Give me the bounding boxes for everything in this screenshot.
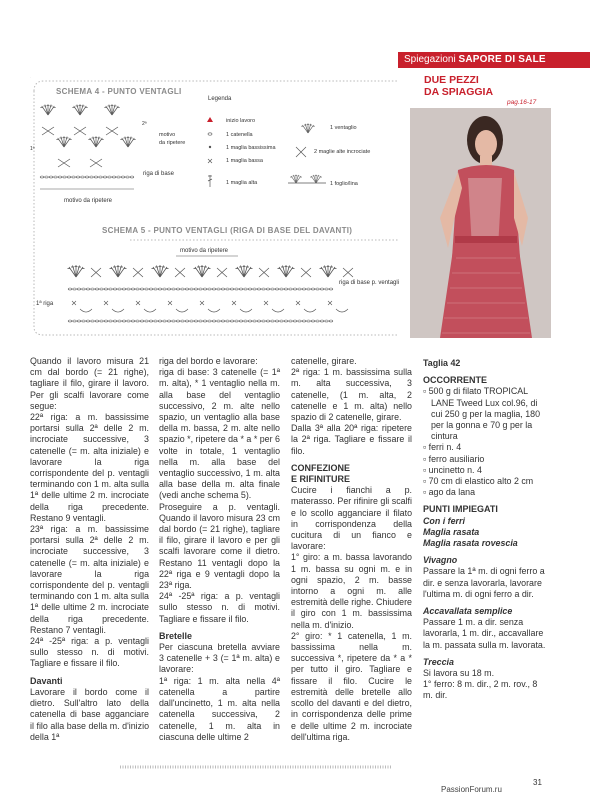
chain-arc: [112, 309, 124, 312]
confezione-giro1: 1° giro: a m. bassa lavorando 1 m. bassa su ogni m. e in ogni spazio, 2 m. basse intorno a ogni m. alle estremità delle righe. Chiudere il giro con 1 m. bassissima nella m. d'inizio.: [291, 552, 412, 630]
chain-stitch: [271, 320, 275, 322]
confezione-text: Cucire i fianchi a p. materasso. Per rifinire gli scalfi e lo scollo agganciare il filato in corrispondenza della cucitura di un fianco e lavorare:: [291, 485, 412, 552]
chain-arc: [208, 309, 220, 312]
col2-para-4: 24ª -25ª riga: a p. ventagli sullo stesso n. di motivi. Tagliare e fissare il filo.: [159, 591, 280, 624]
chain-stitch: [99, 176, 103, 178]
chain-stitch: [221, 320, 225, 322]
chain-arc: [304, 309, 316, 312]
text-column-3: [291, 356, 412, 743]
chain-stitch: [203, 288, 207, 290]
text-column-1: [30, 356, 149, 743]
chain-stitch: [149, 288, 153, 290]
chain-stitch: [91, 320, 95, 322]
single-crochet-icon: [72, 301, 76, 305]
chain-stitch: [100, 288, 104, 290]
feature-title-line1: DUE PEZZI: [424, 74, 479, 86]
chain-stitch: [239, 320, 243, 322]
bretelle-heading: Bretelle: [159, 630, 193, 641]
treble-icon: [208, 175, 212, 187]
chain-stitch: [72, 176, 76, 178]
chain-stitch: [94, 176, 98, 178]
col2-para-2: riga di base: 3 catenelle (= 1ª m. alta), * 1 ventaglio nella m. alla base del ventaglio successivo, 2 m. alte nello spazio, un ventaglio alla base della m. bassa, 2 m. alte nello spazio *, ripetere da * a * per 6 volte in totale, 1 ventaglio nella m. alla base del ventaglio successivo, 1 m. alta alla base della m. alta finale (vedi anche schema 5).: [159, 367, 280, 501]
chain-stitch: [163, 288, 167, 290]
chain-stitch: [302, 320, 306, 322]
chain-stitch: [81, 176, 85, 178]
chain-stitch: [40, 176, 44, 178]
chain-stitch: [217, 320, 221, 322]
chain-stitch: [181, 288, 185, 290]
chain-stitch: [100, 320, 104, 322]
schema4-bottom-motif: motivo da ripetere: [64, 198, 113, 204]
materials-list: [423, 386, 548, 498]
crossed-trebles: [74, 127, 86, 135]
chain-arc: [144, 309, 156, 312]
legend-item-label: 1 ventaglio: [330, 125, 357, 131]
chain-stitch: [257, 320, 261, 322]
col3-para-1: catenelle, girare.: [291, 356, 357, 366]
chain-stitch: [145, 288, 149, 290]
chain-stitch: [208, 288, 212, 290]
fan-symbol: [278, 265, 295, 277]
chain-stitch: [130, 176, 134, 178]
schema4-row2-label: 2ª: [142, 121, 147, 127]
chain-arc: [80, 309, 92, 312]
chain-stitch: [208, 320, 212, 322]
treccia-text: Si lavora su 18 m.: [423, 668, 495, 679]
chain-stitch: [95, 288, 99, 290]
chain-stitch: [266, 288, 270, 290]
chain-stitch: [67, 176, 71, 178]
chain-stitch: [77, 288, 81, 290]
chain-arc: [336, 309, 348, 312]
chain-stitch: [212, 288, 216, 290]
accavallata-heading: Accavallata semplice: [423, 606, 513, 617]
chain-icon: [208, 133, 212, 135]
chain-stitch: [104, 288, 108, 290]
schema4-base-row: riga di base: [143, 171, 175, 177]
chain-stitch: [280, 320, 284, 322]
ferri-item-2: Maglia rasata rovescia: [423, 538, 518, 549]
chain-stitch: [194, 288, 198, 290]
crossed-icon: [296, 147, 306, 157]
chain-stitch: [329, 320, 333, 322]
chain-stitch: [113, 288, 117, 290]
chain-stitch: [176, 320, 180, 322]
material-item: ▫ ferro ausiliario: [423, 453, 485, 464]
chain-stitch: [86, 288, 90, 290]
chain-stitch: [298, 288, 302, 290]
bretelle-riga1: 1ª riga: 1 m. alta nella 4ª catenella a partire dall'uncinetto, 1 m. alta nella catenella successiva, 2 catenelle, 1 m. alta in ciascuna delle ultime 2: [159, 675, 280, 742]
chain-stitch: [185, 288, 189, 290]
chain-stitch: [320, 288, 324, 290]
chain-stitch: [226, 288, 230, 290]
chain-stitch: [316, 288, 320, 290]
chain-stitch: [154, 320, 158, 322]
crossed-trebles: [90, 159, 102, 167]
chain-stitch: [284, 288, 288, 290]
single-crochet-icon: [168, 301, 172, 305]
material-item: ▫ 70 cm di elastico alto 2 cm: [423, 476, 534, 487]
legend-item-label: inizio lavoro: [226, 118, 256, 124]
confezione-giro2: 2° giro: * 1 catenella, 1 m. bassissima nella m. successiva *, ripetere da * a * per tutto il giro. Tagliare e fissare il filo. Cucire le estremità delle bretelle allo scollo del davanti e del dietro, in corrispondenza delle prime e delle ultime 2 m. incrociate dell'ultima riga.: [291, 630, 412, 742]
chain-stitch: [199, 288, 203, 290]
single-crochet-icon: [208, 159, 212, 163]
chain-stitch: [167, 320, 171, 322]
single-crochet-icon: [232, 301, 236, 305]
legend-item-label: 1 foglio/lina: [330, 181, 358, 187]
chain-stitch: [298, 320, 302, 322]
model-photo: [410, 108, 551, 338]
chain-stitch: [140, 320, 144, 322]
chain-stitch: [85, 176, 89, 178]
chain-stitch: [239, 288, 243, 290]
section-brand: SAPORE DI SALE: [458, 54, 546, 65]
chain-stitch: [68, 288, 72, 290]
occorrente-heading: OCCORRENTE: [423, 375, 488, 386]
legend-item-label: 2 maglie alte incrociate: [314, 149, 371, 155]
text-column-4: [423, 358, 548, 702]
chain-stitch: [127, 288, 131, 290]
schema4-motif-label1: motivo: [159, 132, 176, 138]
legend: [207, 117, 370, 187]
chain-stitch: [230, 288, 234, 290]
chain-stitch: [190, 288, 194, 290]
chain-stitch: [217, 288, 221, 290]
fan-symbol: [120, 136, 135, 147]
material-item: ▫ ferri n. 4: [423, 442, 462, 453]
chain-stitch: [320, 320, 324, 322]
watermark: PassionForum.ru: [441, 785, 502, 794]
chain-stitch: [117, 176, 121, 178]
chain-stitch: [131, 288, 135, 290]
chain-stitch: [126, 176, 130, 178]
section-label: Spiegazioni: [404, 54, 456, 65]
chain-stitch: [221, 288, 225, 290]
single-crochet-icon: [104, 301, 108, 305]
chain-stitch: [122, 288, 126, 290]
single-crochet-icon: [328, 301, 332, 305]
schema4-fans: [40, 104, 135, 178]
chain-stitch: [136, 288, 140, 290]
chain-stitch: [136, 320, 140, 322]
material-item: ▫ 500 g di filato TROPICAL LANE Tweed Lux col.96, di cui 250 g per la maglia, 180 per la gonna e 70 g per la cintura: [423, 386, 541, 442]
chain-stitch: [194, 320, 198, 322]
chain-stitch: [280, 288, 284, 290]
chain-stitch: [226, 320, 230, 322]
chain-stitch: [181, 320, 185, 322]
chain-stitch: [172, 288, 176, 290]
fan-symbol: [104, 104, 119, 115]
material-item: ▫ uncinetto n. 4: [423, 464, 482, 475]
chain-stitch: [235, 288, 239, 290]
chain-stitch: [91, 288, 95, 290]
crossed-trebles: [91, 268, 101, 277]
crossed-trebles: [106, 127, 118, 135]
chain-stitch: [289, 320, 293, 322]
chain-stitch: [118, 320, 122, 322]
vivagno-text: Passare la 1ª m. di ogni ferro a dir. e senza lavorarla, lavorare l'ultima m. di ogni ferro a dir.: [423, 566, 545, 599]
single-crochet-icon: [264, 301, 268, 305]
chain-stitch: [73, 288, 77, 290]
chain-stitch: [185, 320, 189, 322]
legend-item-label: 1 catenella: [226, 132, 253, 138]
fan-symbol: [68, 265, 85, 277]
fan-symbol: [40, 104, 55, 115]
chain-stitch: [253, 288, 257, 290]
chain-arc: [240, 309, 252, 312]
chain-stitch: [118, 288, 122, 290]
treccia-ferro1: 1° ferro: 8 m. dir., 2 m. rov., 8 m. dir.: [423, 679, 538, 701]
col1-para-3: 23ª riga: a m. bassissime portarsi sulla 2ª delle 2 m. incrociate successive, 3 catenelle (= m. alta iniziale) e lavorare la riga corrispondente del p. ventagli terminando con 1 m. alta sulla 1ª delle ultime 2 m. incrociate della riga precedente. Restano 7 ventagli.: [30, 524, 149, 635]
chain-stitch: [311, 288, 315, 290]
col2-para-3: Proseguire a p. ventagli. Quando il lavoro misura 23 cm dal bordo (= 21 righe), tagliare il filo, girare il lavoro e per gli scalfi lavorare come il dietro. Restano 11 ventagli dopo la 22ª riga e 9 ventagli dopo la 23ª riga.: [159, 501, 280, 591]
chain-stitch: [45, 176, 49, 178]
schema5-motif: motivo da ripetere: [180, 248, 229, 254]
chain-stitch: [307, 320, 311, 322]
chain-stitch: [203, 320, 207, 322]
treccia-heading: Treccia: [423, 656, 454, 667]
chain-stitch: [73, 320, 77, 322]
fan-symbol: [236, 265, 253, 277]
chain-stitch: [325, 320, 329, 322]
chain-stitch: [284, 320, 288, 322]
text-column-2: [159, 356, 280, 743]
bretelle-text: Per ciascuna bretella avviare 3 catenelle + 3 (= 1ª m. alta) e lavorare:: [159, 642, 280, 675]
chain-stitch: [104, 320, 108, 322]
crossed-trebles: [133, 268, 143, 277]
chain-stitch: [244, 320, 248, 322]
crossed-trebles: [301, 268, 311, 277]
chain-stitch: [248, 320, 252, 322]
chain-stitch: [58, 176, 62, 178]
ferri-item-1: Maglia rasata: [423, 526, 480, 537]
fan-symbol: [72, 104, 87, 115]
legend-item-label: 1 maglia alta: [226, 180, 258, 186]
chain-stitch: [262, 320, 266, 322]
single-crochet-icon: [200, 301, 204, 305]
feature-page-ref: pag.16-17: [507, 99, 537, 106]
chain-stitch: [145, 320, 149, 322]
legend-item-label: 1 maglia bassissima: [226, 145, 276, 151]
chain-stitch: [121, 176, 125, 178]
chain-stitch: [77, 320, 81, 322]
col1-para-1: Quando il lavoro misura 21 cm dal bordo (= 21 righe), tagliare il filo, girare il lavoro. Per gli scalfi lavorare come segue:: [30, 356, 149, 411]
chain-stitch: [63, 176, 67, 178]
chain-stitch: [158, 288, 162, 290]
fan-symbol: [56, 136, 71, 147]
chain-stitch: [289, 288, 293, 290]
chain-stitch: [311, 320, 315, 322]
confezione-heading-1: CONFEZIONE: [291, 462, 351, 473]
schema5-title: SCHEMA 5 - PUNTO VENTAGLI (RIGA DI BASE DEL DAVANTI): [102, 226, 353, 235]
chain-stitch: [140, 288, 144, 290]
chain-stitch: [109, 288, 113, 290]
chain-stitch: [82, 320, 86, 322]
chain-stitch: [68, 320, 72, 322]
davanti-text: Lavorare il bordo come il dietro. Sull'altro lato della catenella di base agganciare il filo alla base della m. d'inizio della 1ª: [30, 686, 149, 742]
chain-stitch: [293, 320, 297, 322]
slip-stitch-icon: [209, 146, 211, 148]
confezione-heading-2: E RIFINITURE: [291, 474, 351, 485]
stitch-diagrams: [30, 77, 410, 339]
schema4-motif-label2: da ripetere: [159, 140, 186, 146]
chain-stitch: [325, 288, 329, 290]
chain-stitch: [257, 288, 261, 290]
chain-stitch: [49, 176, 53, 178]
chain-stitch: [248, 288, 252, 290]
crossed-trebles: [343, 268, 353, 277]
single-crochet-icon: [296, 301, 300, 305]
chain-stitch: [244, 288, 248, 290]
crossed-trebles: [217, 268, 227, 277]
chain-stitch: [167, 288, 171, 290]
fan-symbol: [310, 175, 322, 183]
chain-stitch: [122, 320, 126, 322]
punti-heading: PUNTI IMPIEGATI: [423, 504, 498, 515]
chain-stitch: [108, 176, 112, 178]
ferri-heading: Con i ferri: [423, 515, 465, 526]
chain-stitch: [212, 320, 216, 322]
col1-para-2: 22ª riga: a m. bassissime portarsi sulla 2ª delle 2 m. incrociate successive, 3 catenelle (= m. alta iniziale) e lavorare la riga corrispondente del p. ventagli terminando con 1 m. alta sulla 1ª delle ultime 2 m. incrociate della riga precedente. Restano 9 ventagli.: [30, 412, 149, 523]
schema4-title: SCHEMA 4 - PUNTO VENTAGLI: [56, 87, 182, 96]
crossed-trebles: [58, 159, 70, 167]
section-header-bar: [398, 52, 590, 68]
chain-stitch: [307, 288, 311, 290]
chain-stitch: [271, 288, 275, 290]
chain-stitch: [113, 320, 117, 322]
chain-stitch: [275, 320, 279, 322]
start-icon: [207, 117, 213, 122]
chain-stitch: [149, 320, 153, 322]
fan-symbol: [320, 265, 337, 277]
schema5-chart: [68, 265, 354, 322]
feature-title: [424, 74, 493, 98]
schema5-base-row: riga di base p. ventagli: [339, 280, 400, 286]
legend-title: Legenda: [208, 96, 232, 102]
fan-symbol: [152, 265, 169, 277]
accavallata-text: Passare 1 m. a dir. senza lavorarla, 1 m. dir., accavallare la m. passata sulla m. lavorata.: [423, 617, 546, 650]
size-label: Taglia 42: [423, 358, 461, 368]
footer-divider: [120, 765, 391, 769]
col3-para-3: Dalla 3ª alla 20ª riga: ripetere la 2ª riga. Tagliare e fissare il filo.: [291, 423, 412, 456]
col3-para-2: 2ª riga: 1 m. bassissima sulla m. alta successiva, 3 catenelle, (1 m. alta, 2 catenelle e 1 m. alta) nello spazio di 2 catenelle, girare.: [291, 367, 412, 423]
chain-stitch: [163, 320, 167, 322]
chain-stitch: [293, 288, 297, 290]
chain-stitch: [302, 288, 306, 290]
chain-stitch: [316, 320, 320, 322]
chain-stitch: [54, 176, 58, 178]
vivagno-heading: Vivagno: [423, 555, 458, 566]
fan-symbol: [290, 175, 302, 183]
davanti-heading: Davanti: [30, 675, 63, 686]
feature-title-line2: DA SPIAGGIA: [424, 86, 494, 98]
chain-stitch: [103, 176, 107, 178]
chain-stitch: [95, 320, 99, 322]
crossed-trebles: [175, 268, 185, 277]
chain-stitch: [154, 288, 158, 290]
material-item: ▫ ago da lana: [423, 487, 476, 498]
chain-stitch: [190, 320, 194, 322]
chain-stitch: [172, 320, 176, 322]
chain-stitch: [109, 320, 113, 322]
schema5-row1: 1ª riga: [36, 301, 54, 307]
chain-arc: [176, 309, 188, 312]
chain-stitch: [253, 320, 257, 322]
chain-stitch: [76, 176, 80, 178]
chain-stitch: [176, 288, 180, 290]
schema4-row1-label: 1ª: [30, 146, 35, 152]
fan-symbol: [194, 265, 211, 277]
crossed-trebles: [42, 127, 54, 135]
chain-stitch: [199, 320, 203, 322]
col2-para-1: riga del bordo e lavorare:: [159, 356, 258, 366]
legend-item-label: 1 maglia bassa: [226, 158, 263, 164]
chain-stitch: [235, 320, 239, 322]
chain-stitch: [82, 288, 86, 290]
fan-symbol: [301, 123, 315, 133]
chain-stitch: [266, 320, 270, 322]
chain-stitch: [131, 320, 135, 322]
chain-stitch: [329, 288, 333, 290]
chain-arc: [272, 309, 284, 312]
single-crochet-icon: [136, 301, 140, 305]
chain-stitch: [230, 320, 234, 322]
chain-stitch: [90, 176, 94, 178]
chain-stitch: [262, 288, 266, 290]
chain-stitch: [86, 320, 90, 322]
chain-stitch: [112, 176, 116, 178]
fan-symbol: [110, 265, 127, 277]
page-number: 31: [533, 778, 542, 787]
fan-symbol: [88, 136, 103, 147]
chain-stitch: [127, 320, 131, 322]
chain-stitch: [158, 320, 162, 322]
chain-stitch: [275, 288, 279, 290]
col1-para-4: 24ª -25ª riga: a p. ventagli sullo stesso n. di motivi. Tagliare e fissare il filo.: [30, 636, 149, 669]
crossed-trebles: [259, 268, 269, 277]
